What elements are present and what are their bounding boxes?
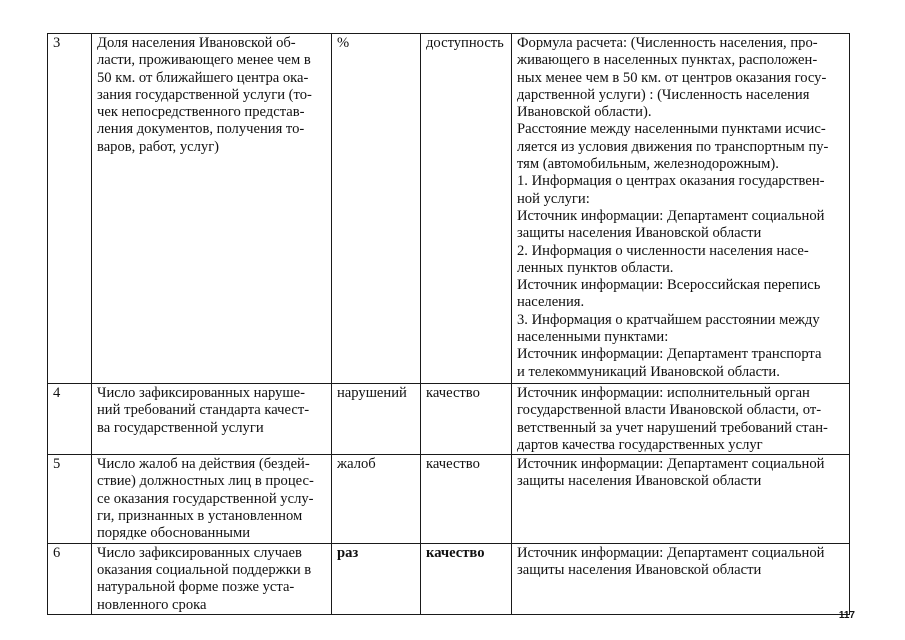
- text-line: Формула расчета: (Численность населения, про-: [517, 35, 818, 51]
- type-cell: доступность: [421, 34, 512, 384]
- text-line: зания государственной услуги (то-: [97, 86, 312, 103]
- text-line: ных менее чем в 50 км. от центров оказания госу-: [517, 69, 827, 86]
- text-line: Число жалоб на действия (бездей-: [97, 456, 310, 473]
- text-line: ленных пунктов области.: [517, 259, 674, 276]
- page-number: 117: [838, 610, 855, 621]
- text-line: ления документов, получения то-: [97, 121, 305, 138]
- text-line: тям (автомобильным, железнодорожным).: [517, 156, 779, 173]
- row-number: 4: [48, 384, 92, 455]
- text-line: Источник информации: Департамент транспорта: [517, 346, 822, 363]
- text-line: ний требований стандарта качест-: [97, 402, 310, 419]
- text-line: и телекоммуникаций Ивановской области.: [517, 363, 780, 380]
- text-line: натуральной форме позже уста-: [97, 579, 295, 596]
- indicator-name: [92, 455, 332, 543]
- type-cell: качество: [421, 543, 512, 614]
- text-line: се оказания государственной услу-: [97, 490, 314, 507]
- unit-cell: раз: [332, 543, 421, 614]
- type-cell: качество: [421, 455, 512, 543]
- text-line: 1. Информация о центрах оказания государствен-: [517, 173, 825, 190]
- text-line: Источник информации: исполнительный орган: [517, 385, 810, 401]
- text-line: порядке обоснованными: [97, 525, 251, 542]
- text-line: населенными пунктами:: [517, 329, 669, 346]
- text-line: новленного срока: [97, 596, 207, 613]
- table-row: [48, 34, 850, 384]
- text-line: Число зафиксированных наруше-: [97, 385, 305, 401]
- text-line: дарственной услуги) : (Численность населения: [517, 86, 810, 103]
- text-line: населения.: [517, 294, 585, 311]
- text-line: Число зафиксированных случаев: [97, 544, 302, 561]
- text-line: Источник информации: Департамент социальной: [517, 207, 825, 224]
- text-line: оказания социальной поддержки в: [97, 561, 312, 578]
- description-cell: [512, 455, 850, 543]
- text-line: ласти, проживающего менее чем в: [97, 52, 311, 69]
- text-line: чек непосредственного представ-: [97, 104, 305, 121]
- text-line: защиты населения Ивановской области: [517, 561, 762, 578]
- text-line: 50 км. от ближайшего центра ока-: [97, 69, 309, 86]
- table-row: [48, 455, 850, 543]
- text-line: 3. Информация о кратчайшем расстоянии между: [517, 311, 820, 328]
- text-line: Источник информации: Департамент социальной: [517, 544, 825, 561]
- table-row: [48, 384, 850, 455]
- text-line: ствие) должностных лиц в процес-: [97, 473, 314, 490]
- row-number: 5: [48, 455, 92, 543]
- text-line: дартов качества государственных услуг: [517, 436, 763, 453]
- indicator-name: [92, 543, 332, 614]
- row-number: 6: [48, 543, 92, 614]
- indicators-table: [47, 33, 850, 615]
- description-cell: [512, 543, 850, 614]
- text-line: варов, работ, услуг): [97, 138, 220, 155]
- unit-cell: %: [332, 34, 421, 384]
- text-line: 2. Информация о численности населения насе-: [517, 242, 809, 259]
- text-line: защиты населения Ивановской области: [517, 225, 762, 242]
- text-line: Источник информации: Департамент социальной: [517, 456, 825, 473]
- unit-cell: жалоб: [332, 455, 421, 543]
- text-line: ной услуги:: [517, 190, 590, 207]
- text-line: ляется из условия движения по транспортным пу-: [517, 138, 829, 155]
- text-line: Источник информации: Всероссийская перепись: [517, 277, 821, 294]
- text-line: живающего в населенных пунктах, расположен-: [517, 52, 818, 69]
- description-cell: [512, 384, 850, 455]
- text-line: государственной власти Ивановской области, от-: [517, 402, 822, 419]
- row-number: 3: [48, 34, 92, 384]
- text-line: Доля населения Ивановской об-: [97, 35, 296, 51]
- text-line: ветственный за учет нарушений требований стан-: [517, 419, 828, 436]
- indicator-name: [92, 384, 332, 455]
- type-cell: качество: [421, 384, 512, 455]
- indicator-name: [92, 34, 332, 384]
- text-line: ва государственной услуги: [97, 419, 264, 436]
- text-line: защиты населения Ивановской области: [517, 473, 762, 490]
- description-cell: [512, 34, 850, 384]
- unit-cell: нарушений: [332, 384, 421, 455]
- text-line: ги, признанных в установленном: [97, 508, 303, 525]
- text-line: Ивановской области).: [517, 104, 652, 121]
- text-line: Расстояние между населенными пунктами исчис-: [517, 121, 826, 138]
- table-row: [48, 543, 850, 614]
